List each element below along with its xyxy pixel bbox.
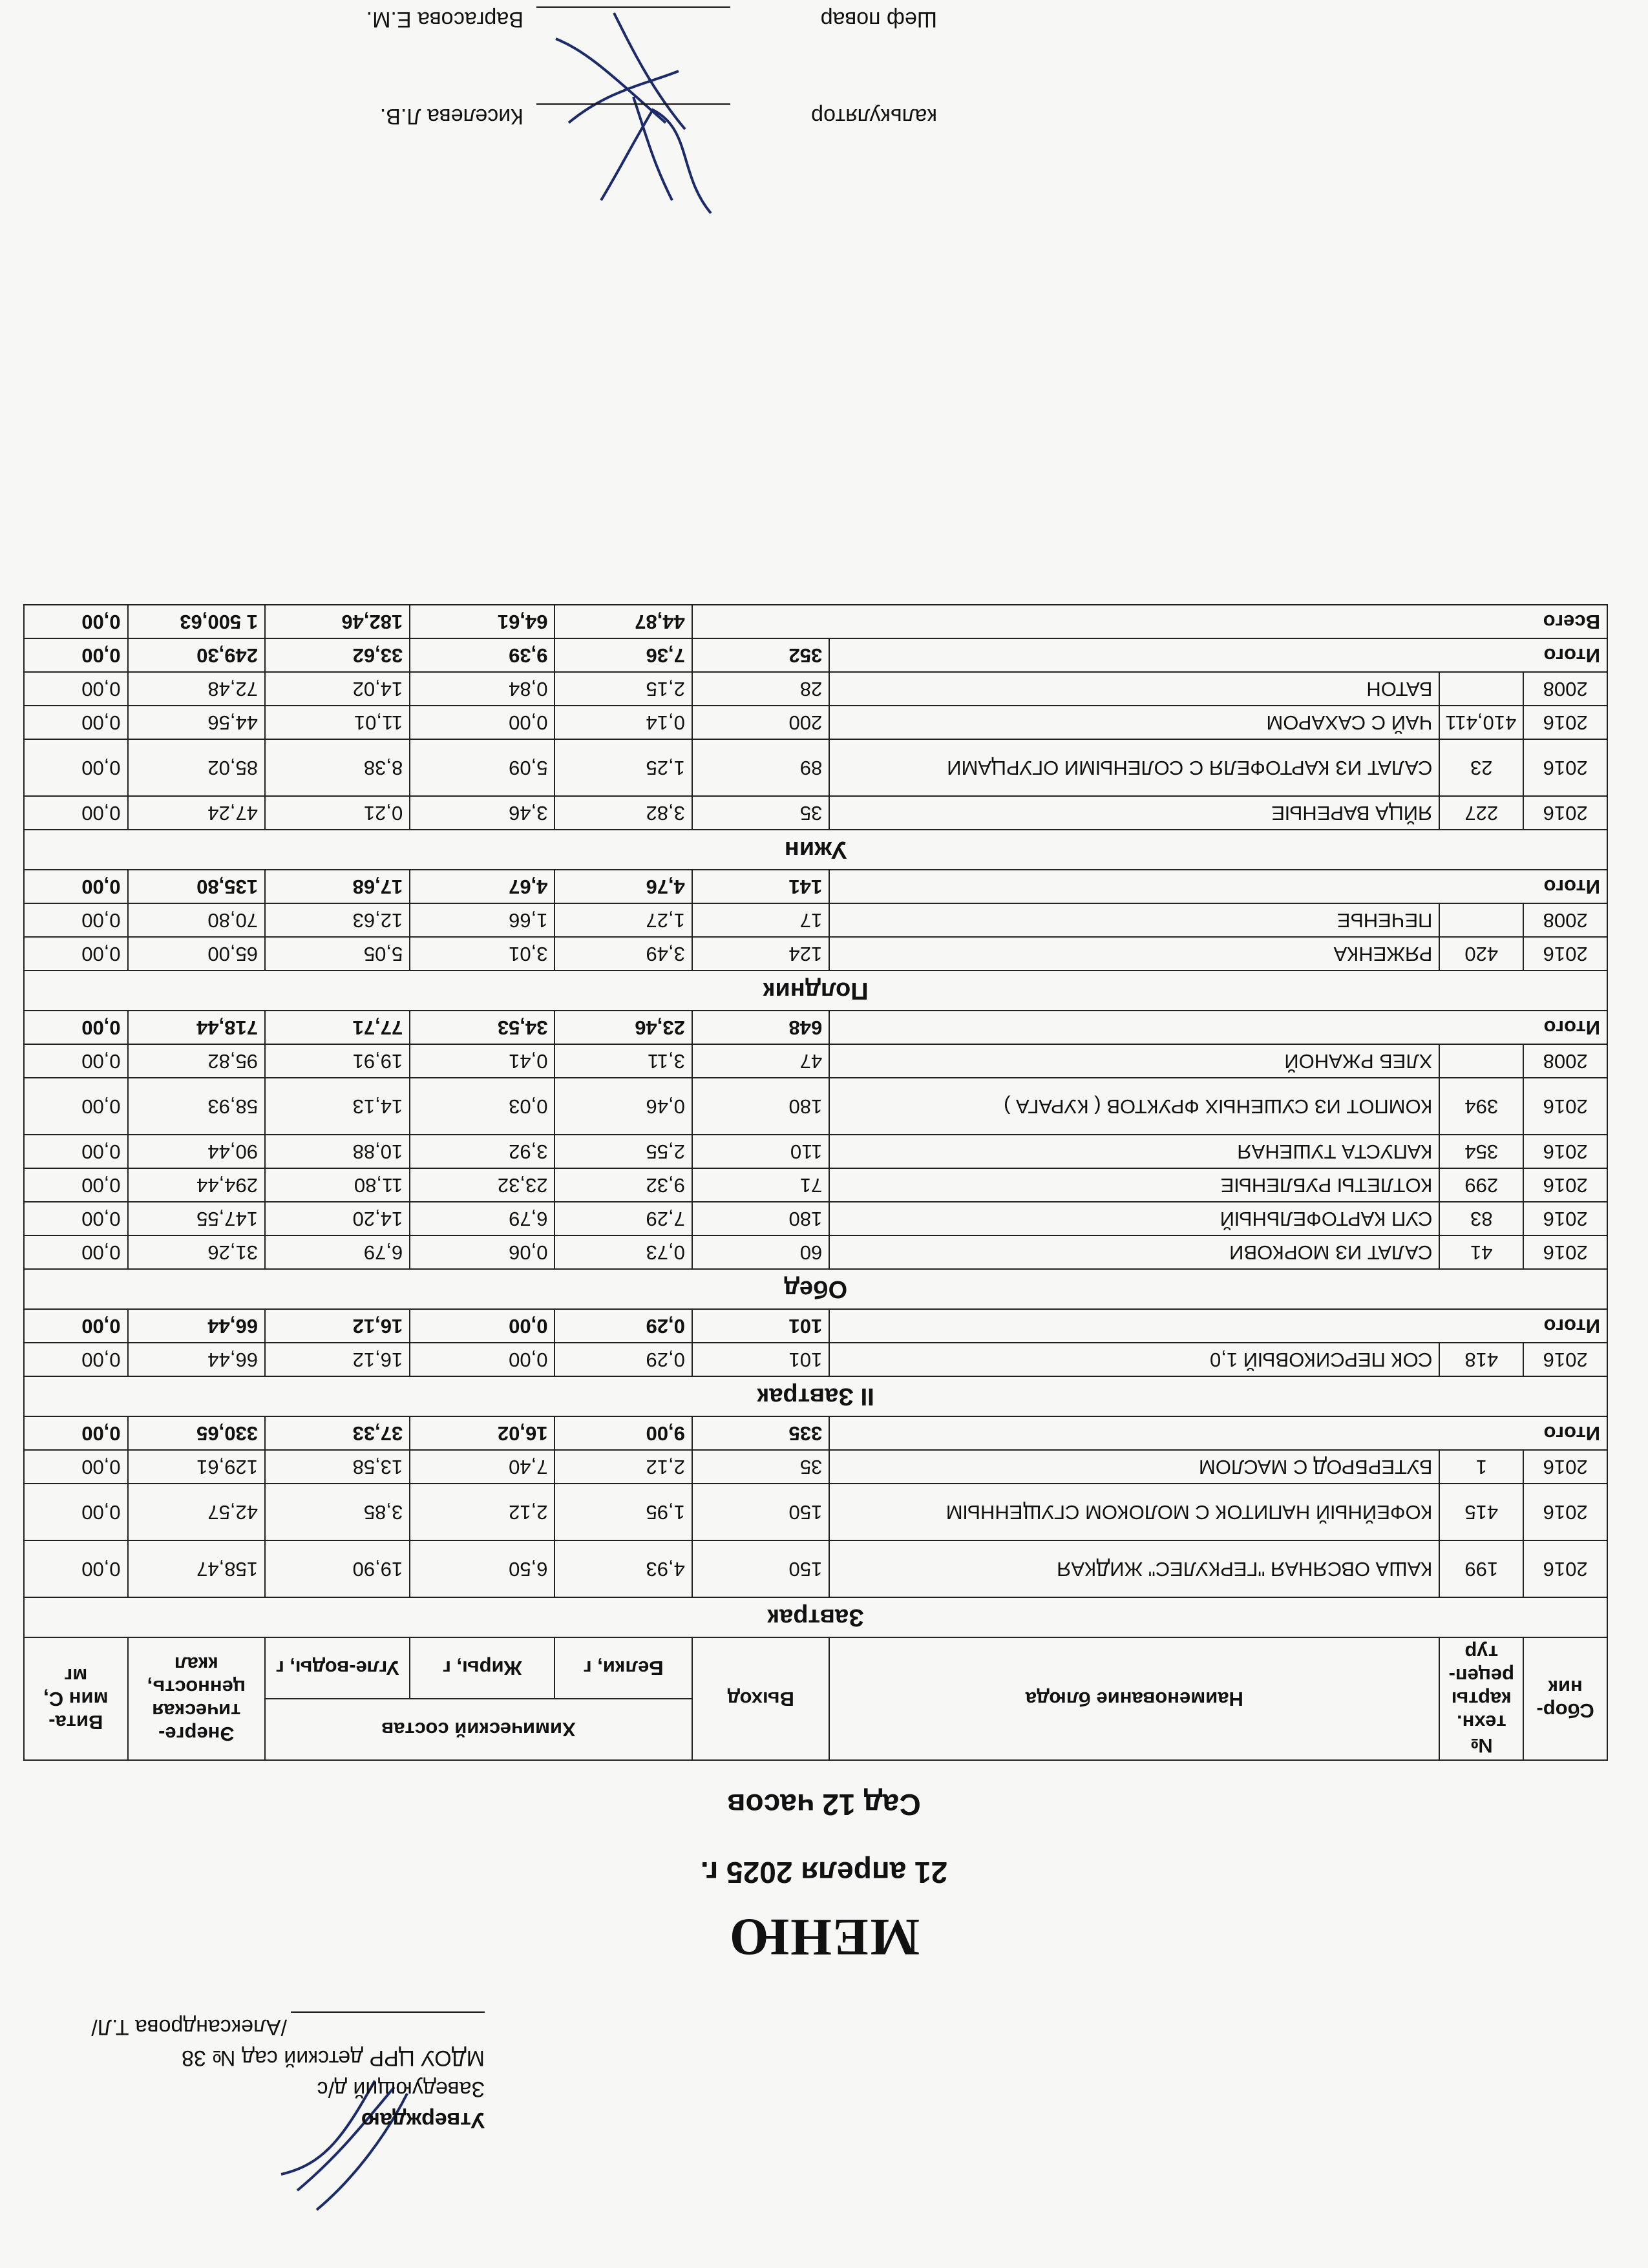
page-title: МЕНЮ [728, 1908, 920, 1967]
tech-card-cell: 354 [1439, 1135, 1523, 1168]
collection-cell: 2008 [1523, 1044, 1607, 1078]
energy-cell: 158,47 [128, 1540, 265, 1597]
fat-cell: 7,40 [410, 1450, 555, 1484]
total-protein: 7,36 [555, 638, 692, 672]
dish-name-cell: ПЕЧЕНЬЕ [829, 903, 1439, 937]
protein-cell: 0,29 [555, 1343, 692, 1376]
dish-name-cell: ЧАЙ С САХАРОМ [829, 706, 1439, 739]
carb-cell: 19,91 [265, 1044, 410, 1078]
protein-cell: 1,27 [555, 903, 692, 937]
approval-position: Заведующий д/с [317, 2077, 485, 2101]
output-cell: 47 [692, 1044, 829, 1078]
menu-table [23, 604, 1608, 1761]
table-row [24, 706, 1607, 739]
signatures-block [355, 6, 937, 200]
collection-cell: 2008 [1523, 903, 1607, 937]
table-row [24, 796, 1607, 830]
total-row [24, 638, 1607, 672]
approval-block [32, 2011, 485, 2136]
tech-card-cell: 394 [1439, 1078, 1523, 1135]
output-cell: 89 [692, 739, 829, 796]
header-vitamin: Вита-мин С, мг [24, 1637, 128, 1760]
output-cell: 150 [692, 1484, 829, 1540]
tech-card-cell [1439, 1044, 1523, 1078]
carb-cell: 14,13 [265, 1078, 410, 1135]
fat-cell: 23,32 [410, 1168, 555, 1202]
collection-cell: 2016 [1523, 1135, 1607, 1168]
output-cell: 28 [692, 672, 829, 706]
dish-name-cell: КОТЛЕТЫ РУБЛЕНЫЕ [829, 1168, 1439, 1202]
energy-cell: 47,24 [128, 796, 265, 830]
total-vitamin: 0,00 [24, 1416, 128, 1450]
collection-cell: 2016 [1523, 1540, 1607, 1597]
total-label: Итого [829, 638, 1607, 672]
protein-cell: 2,15 [555, 672, 692, 706]
total-carb: 16,12 [265, 1309, 410, 1343]
total-row [24, 1416, 1607, 1450]
calculator-sign-row [355, 103, 937, 200]
approval-title: Утверждаю [361, 2108, 485, 2132]
vitamin-cell: 0,00 [24, 1078, 128, 1135]
header-chem: Химический состав [265, 1699, 692, 1760]
total-vitamin: 0,00 [24, 1309, 128, 1343]
total-vitamin: 0,00 [24, 870, 128, 903]
total-vitamin: 0,00 [24, 1011, 128, 1044]
grand-total-carb: 182,46 [265, 605, 410, 638]
total-energy: 66,44 [128, 1309, 265, 1343]
header-carb: Угле-воды, г [265, 1637, 410, 1699]
collection-cell: 2016 [1523, 739, 1607, 796]
protein-cell: 9,32 [555, 1168, 692, 1202]
tech-card-cell: 299 [1439, 1168, 1523, 1202]
output-cell: 180 [692, 1202, 829, 1235]
total-row [24, 1011, 1607, 1044]
protein-cell: 3,82 [555, 796, 692, 830]
vitamin-cell: 0,00 [24, 739, 128, 796]
grand-total-row [24, 605, 1607, 638]
fat-cell: 0,06 [410, 1235, 555, 1269]
protein-cell: 2,55 [555, 1135, 692, 1168]
total-protein: 9,00 [555, 1416, 692, 1450]
dish-name-cell: САЛАТ ИЗ МОРКОВИ [829, 1235, 1439, 1269]
header-fat: Жиры, г [410, 1637, 555, 1699]
table-row [24, 1343, 1607, 1376]
dish-name-cell: СОК ПЕРСИКОВЫЙ 1,0 [829, 1343, 1439, 1376]
total-protein: 23,46 [555, 1011, 692, 1044]
dish-name-cell: САЛАТ ИЗ КАРТОФЕЛЯ С СОЛЕНЫМИ ОГУРЦАМИ [829, 739, 1439, 796]
fat-cell: 6,79 [410, 1202, 555, 1235]
fat-cell: 0,00 [410, 1343, 555, 1376]
total-protein: 0,29 [555, 1309, 692, 1343]
table-row [24, 1078, 1607, 1135]
tech-card-cell: 199 [1439, 1540, 1523, 1597]
vitamin-cell: 0,00 [24, 1135, 128, 1168]
collection-cell: 2016 [1523, 1168, 1607, 1202]
fat-cell: 3,92 [410, 1135, 555, 1168]
dish-name-cell: БУТЕРБРОД С МАСЛОМ [829, 1450, 1439, 1484]
carb-cell: 19,90 [265, 1540, 410, 1597]
vitamin-cell: 0,00 [24, 1168, 128, 1202]
dish-name-cell: СУП КАРТОФЕЛЬНЫЙ [829, 1202, 1439, 1235]
menu-table-body [24, 605, 1607, 1637]
carb-cell: 6,79 [265, 1235, 410, 1269]
total-fat: 16,02 [410, 1416, 555, 1450]
total-energy: 718,44 [128, 1011, 265, 1044]
meal-title: Завтрак [24, 1597, 1607, 1637]
tech-card-cell: 1 [1439, 1450, 1523, 1484]
approval-signer [32, 2011, 485, 2042]
fat-cell: 1,66 [410, 903, 555, 937]
energy-cell: 72,48 [128, 672, 265, 706]
chef-name: Варгасова Е.М. [366, 7, 523, 32]
tech-card-cell: 418 [1439, 1343, 1523, 1376]
collection-cell: 2016 [1523, 1202, 1607, 1235]
total-output: 141 [692, 870, 829, 903]
output-cell: 71 [692, 1168, 829, 1202]
total-row [24, 870, 1607, 903]
table-row [24, 1235, 1607, 1269]
tech-card-cell: 41 [1439, 1235, 1523, 1269]
fat-cell: 0,03 [410, 1078, 555, 1135]
fat-cell: 5,09 [410, 739, 555, 796]
menu-date: 21 апреля 2025 г. [700, 1856, 948, 1889]
meal-section-row [24, 1376, 1607, 1416]
vitamin-cell: 0,00 [24, 796, 128, 830]
energy-cell: 294,44 [128, 1168, 265, 1202]
protein-cell: 0,14 [555, 706, 692, 739]
collection-cell: 2008 [1523, 672, 1607, 706]
vitamin-cell: 0,00 [24, 672, 128, 706]
fat-cell: 2,12 [410, 1484, 555, 1540]
table-header-row [24, 1699, 1607, 1760]
collection-cell: 2016 [1523, 1235, 1607, 1269]
total-energy: 135,80 [128, 870, 265, 903]
grand-total-energy: 1 500,63 [128, 605, 265, 638]
dish-name-cell: КОМПОТ ИЗ СУШЕНЫХ ФРУКТОВ ( КУРАГА ) [829, 1078, 1439, 1135]
energy-cell: 58,93 [128, 1078, 265, 1135]
collection-cell: 2016 [1523, 796, 1607, 830]
energy-cell: 31,26 [128, 1235, 265, 1269]
carb-cell: 3,85 [265, 1484, 410, 1540]
energy-cell: 65,00 [128, 937, 265, 971]
meal-section-row [24, 971, 1607, 1011]
total-carb: 17,68 [265, 870, 410, 903]
energy-cell: 129,61 [128, 1450, 265, 1484]
protein-cell: 7,29 [555, 1202, 692, 1235]
calculator-role: калькулятор [811, 104, 937, 129]
tech-card-cell: 410,411 [1439, 706, 1523, 739]
chef-role: Шеф повар [820, 7, 937, 32]
collection-cell: 2016 [1523, 1450, 1607, 1484]
output-cell: 35 [692, 1450, 829, 1484]
fat-cell: 3,46 [410, 796, 555, 830]
total-protein: 4,76 [555, 870, 692, 903]
header-output: Выход [692, 1637, 829, 1760]
protein-cell: 0,73 [555, 1235, 692, 1269]
chef-sign-row [355, 6, 937, 103]
energy-cell: 85,02 [128, 739, 265, 796]
energy-cell: 95,82 [128, 1044, 265, 1078]
grand-total-vitamin: 0,00 [24, 605, 128, 638]
fat-cell: 0,84 [410, 672, 555, 706]
total-row [24, 1309, 1607, 1343]
energy-cell: 147,55 [128, 1202, 265, 1235]
table-row [24, 672, 1607, 706]
output-cell: 124 [692, 937, 829, 971]
table-row [24, 1135, 1607, 1168]
output-cell: 110 [692, 1135, 829, 1168]
approval-organization: МДОУ ЦРР детский сад № 38 [181, 2046, 485, 2070]
vitamin-cell: 0,00 [24, 706, 128, 739]
tech-card-cell: 83 [1439, 1202, 1523, 1235]
vitamin-cell: 0,00 [24, 1044, 128, 1078]
table-row [24, 1540, 1607, 1597]
collection-cell: 2016 [1523, 1484, 1607, 1540]
header-energy: Энерге-тическая ценность, ккал [128, 1637, 265, 1760]
table-row [24, 1450, 1607, 1484]
vitamin-cell: 0,00 [24, 1343, 128, 1376]
energy-cell: 42,57 [128, 1484, 265, 1540]
tech-card-cell: 227 [1439, 796, 1523, 830]
table-row [24, 1484, 1607, 1540]
meal-section-row [24, 1269, 1607, 1309]
protein-cell: 3,49 [555, 937, 692, 971]
total-fat: 34,53 [410, 1011, 555, 1044]
protein-cell: 0,46 [555, 1078, 692, 1135]
table-row [24, 1168, 1607, 1202]
tech-card-cell [1439, 672, 1523, 706]
total-label: Итого [829, 870, 1607, 903]
protein-cell: 3,11 [555, 1044, 692, 1078]
table-row [24, 903, 1607, 937]
tech-card-cell: 23 [1439, 739, 1523, 796]
dish-name-cell: КАПУСТА ТУШЕНАЯ [829, 1135, 1439, 1168]
total-output: 101 [692, 1309, 829, 1343]
vitamin-cell: 0,00 [24, 1484, 128, 1540]
protein-cell: 2,12 [555, 1450, 692, 1484]
grand-total-label: Всего [692, 605, 1607, 638]
total-label: Итого [829, 1309, 1607, 1343]
output-cell: 60 [692, 1235, 829, 1269]
carb-cell: 8,38 [265, 739, 410, 796]
header-tech-card: № техн. карты рецеп-тур [1439, 1637, 1523, 1760]
tech-card-cell: 415 [1439, 1484, 1523, 1540]
energy-cell: 90,44 [128, 1135, 265, 1168]
energy-cell: 44,56 [128, 706, 265, 739]
total-energy: 330,65 [128, 1416, 265, 1450]
collection-cell: 2016 [1523, 1078, 1607, 1135]
dish-name-cell: ЯЙЦА ВАРЕНЫЕ [829, 796, 1439, 830]
vitamin-cell: 0,00 [24, 1450, 128, 1484]
protein-cell: 1,25 [555, 739, 692, 796]
collection-cell: 2016 [1523, 1343, 1607, 1376]
total-label: Итого [829, 1011, 1607, 1044]
carb-cell: 16,12 [265, 1343, 410, 1376]
dish-name-cell: БАТОН [829, 672, 1439, 706]
meal-section-row [24, 830, 1607, 870]
dish-name-cell: РЯЖЕНКА [829, 937, 1439, 971]
total-output: 335 [692, 1416, 829, 1450]
output-cell: 150 [692, 1540, 829, 1597]
total-fat: 0,00 [410, 1309, 555, 1343]
energy-cell: 66,44 [128, 1343, 265, 1376]
chef-signature-line [536, 6, 730, 8]
tech-card-cell [1439, 903, 1523, 937]
total-output: 648 [692, 1011, 829, 1044]
dish-name-cell: ХЛЕБ РЖАНОЙ [829, 1044, 1439, 1078]
dish-name-cell: КАША ОВСЯНАЯ "ГЕРКУЛЕС" ЖИДКАЯ [829, 1540, 1439, 1597]
calculator-signature-line [536, 103, 730, 105]
total-label: Итого [829, 1416, 1607, 1450]
output-cell: 101 [692, 1343, 829, 1376]
carb-cell: 13,58 [265, 1450, 410, 1484]
fat-cell: 0,00 [410, 706, 555, 739]
vitamin-cell: 0,00 [24, 1235, 128, 1269]
protein-cell: 4,93 [555, 1540, 692, 1597]
table-row [24, 937, 1607, 971]
total-carb: 37,33 [265, 1416, 410, 1450]
meal-title: Обед [24, 1269, 1607, 1309]
header-collection: Сбор-ник [1523, 1637, 1607, 1760]
menu-place: Сад 12 часов [727, 1788, 921, 1822]
fat-cell: 0,41 [410, 1044, 555, 1078]
calculator-name: Киселева Л.В. [379, 104, 523, 129]
approval-signature-line [291, 2011, 485, 2013]
total-carb: 77,71 [265, 1011, 410, 1044]
vitamin-cell: 0,00 [24, 1540, 128, 1597]
collection-cell: 2016 [1523, 706, 1607, 739]
vitamin-cell: 0,00 [24, 937, 128, 971]
vitamin-cell: 0,00 [24, 1202, 128, 1235]
total-fat: 9,39 [410, 638, 555, 672]
total-vitamin: 0,00 [24, 638, 128, 672]
table-row [24, 1044, 1607, 1078]
output-cell: 17 [692, 903, 829, 937]
header-protein: Белки, г [555, 1637, 692, 1699]
meal-section-row [24, 1597, 1607, 1637]
meal-title: II Завтрак [24, 1376, 1607, 1416]
meal-title: Ужин [24, 830, 1607, 870]
grand-total-protein: 44,87 [555, 605, 692, 638]
total-fat: 4,67 [410, 870, 555, 903]
carb-cell: 14,02 [265, 672, 410, 706]
carb-cell: 10,88 [265, 1135, 410, 1168]
output-cell: 180 [692, 1078, 829, 1135]
carb-cell: 11,01 [265, 706, 410, 739]
energy-cell: 70,80 [128, 903, 265, 937]
total-output: 352 [692, 638, 829, 672]
carb-cell: 11,80 [265, 1168, 410, 1202]
output-cell: 200 [692, 706, 829, 739]
carb-cell: 12,63 [265, 903, 410, 937]
carb-cell: 0,21 [265, 796, 410, 830]
protein-cell: 1,95 [555, 1484, 692, 1540]
approval-signer-name: /Александрова Т.Л/ [91, 2015, 287, 2039]
collection-cell: 2016 [1523, 937, 1607, 971]
fat-cell: 6,50 [410, 1540, 555, 1597]
total-carb: 33,62 [265, 638, 410, 672]
carb-cell: 5,05 [265, 937, 410, 971]
table-row [24, 739, 1607, 796]
fat-cell: 3,01 [410, 937, 555, 971]
vitamin-cell: 0,00 [24, 903, 128, 937]
header-dish: Наименование блюда [829, 1637, 1439, 1760]
table-row [24, 1202, 1607, 1235]
meal-title: Полдник [24, 971, 1607, 1011]
carb-cell: 14,20 [265, 1202, 410, 1235]
tech-card-cell: 420 [1439, 937, 1523, 971]
output-cell: 35 [692, 796, 829, 830]
total-energy: 249,30 [128, 638, 265, 672]
grand-total-fat: 64,61 [410, 605, 555, 638]
dish-name-cell: КОФЕЙНЫЙ НАПИТОК С МОЛОКОМ СГУЩЕННЫМ [829, 1484, 1439, 1540]
